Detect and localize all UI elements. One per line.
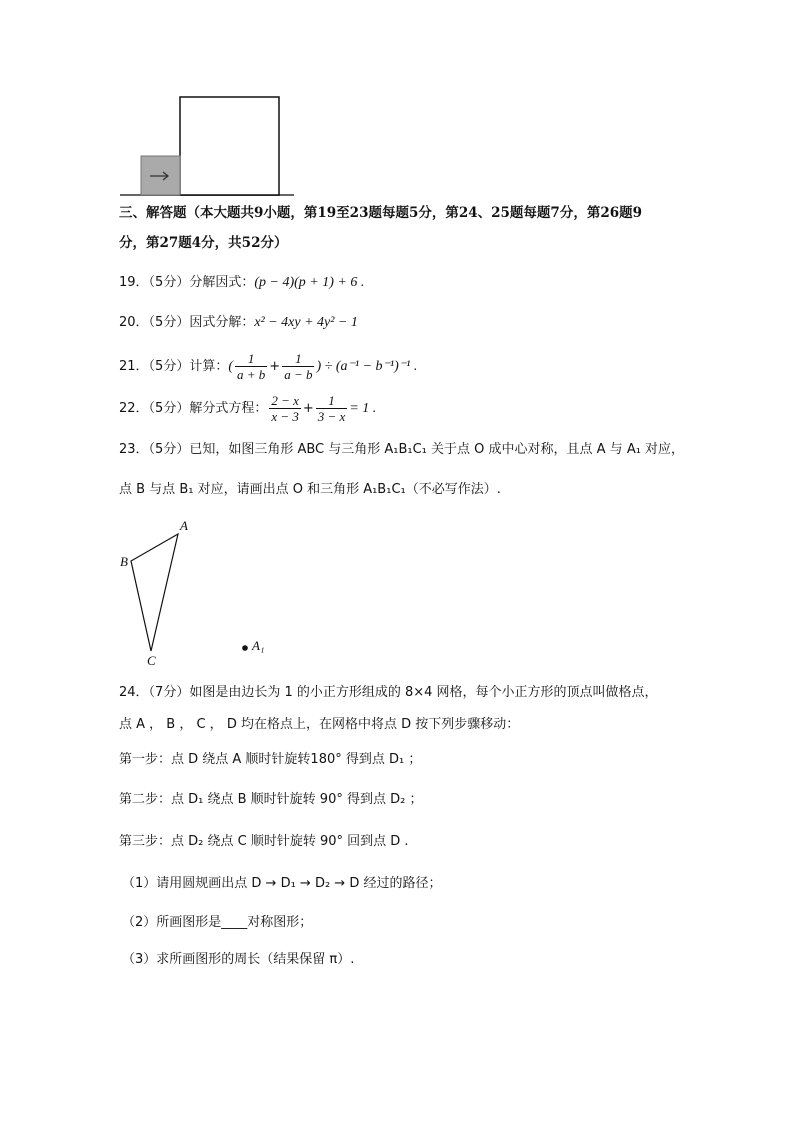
label-a1: A₁ [252,638,265,653]
label-a: A [180,518,188,533]
question-21 [119,350,417,384]
question-24-step2: 第二步：点 D₁ 绕点 B 顺时针旋转 90° 得到点 D₂ ； [119,792,423,807]
question-23-line1: 23．（5分）已知，如图三角形 ABC 与三角形 A₁B₁C₁ 关于点 O 成中心对称，且点 A 与 A₁ 对应， [119,442,685,457]
denominator: a + b [237,367,266,382]
question-24-part1: （1）请用圆规画出点 D → D₁ → D₂ → D 经过的路径； [122,876,442,891]
q21-fraction-2 [282,351,314,382]
q20-expression: x² − 4xy + 4y² − 1 [254,315,358,330]
numerator: 1 [316,393,348,409]
question-24-step1: 第一步：点 D 绕点 A 顺时针旋转180° 得到点 D₁ ； [119,752,422,767]
q21-fraction-1 [235,351,267,382]
denominator: 3 − x [317,409,346,424]
section-header-line2: 分，第27题4分，共52分） [119,235,288,251]
question-19 [119,273,364,293]
section-header-line1: 三、解答题（本大题共9小题，第19至23题每题5分，第24、25题每题7分，第26题9 [119,205,643,221]
q21-prefix: 21．（5分）计算： [119,359,229,374]
denominator: x − 3 [271,409,299,424]
question-24-step3: 第三步：点 D₂ 绕点 C 顺时针旋转 90° 回到点 D . [119,834,409,849]
q21-open-paren: ( [228,359,233,374]
question-24-part3: （3）求所画图形的周长（结果保留 π）. [122,952,355,967]
q21-rest: ) ÷ (a⁻¹ − b⁻¹)⁻¹ . [316,359,418,374]
question-22 [119,392,376,426]
plus-sign: + [302,401,314,416]
q22-rest: = 1 . [349,401,377,416]
question-24-line1: 24．（7分）如图是由边长为 1 的小正方形组成的 8×4 网格，每个小正方形的顶点叫做格点， [119,685,658,700]
numerator: 1 [235,351,267,367]
block-square-figure [120,97,294,195]
question-23-line2: 点 B 与点 B₁ 对应，请画出点 O 和三角形 A₁B₁C₁（不必写作法）. [119,482,501,497]
question-24-part2: （2）所画图形是____对称图形； [122,915,313,930]
plus-sign: + [269,359,281,374]
question-24-line2: 点 A ， B ， C ， D 均在格点上，在网格中将点 D 按下列步骤移动： [119,717,520,732]
q22-prefix: 22．（5分）解分式方程： [119,401,268,416]
question-20 [119,313,358,333]
point-a1 [242,645,248,651]
q22-fraction-1 [269,393,301,424]
numerator: 1 [282,351,314,367]
q19-expression: (p − 4)(p + 1) + 6 . [254,275,365,290]
label-b: B [120,554,128,569]
triangle-abc [131,534,178,651]
q19-prefix: 19．（5分）分解因式： [119,275,255,290]
large-square [180,97,279,195]
q20-prefix: 20．（5分）因式分解： [119,315,255,330]
triangle-abc-figure [131,534,248,651]
numerator: 2 − x [271,393,299,408]
label-c: C [147,653,156,668]
q22-fraction-2 [316,393,348,424]
denominator: a − b [284,367,313,382]
